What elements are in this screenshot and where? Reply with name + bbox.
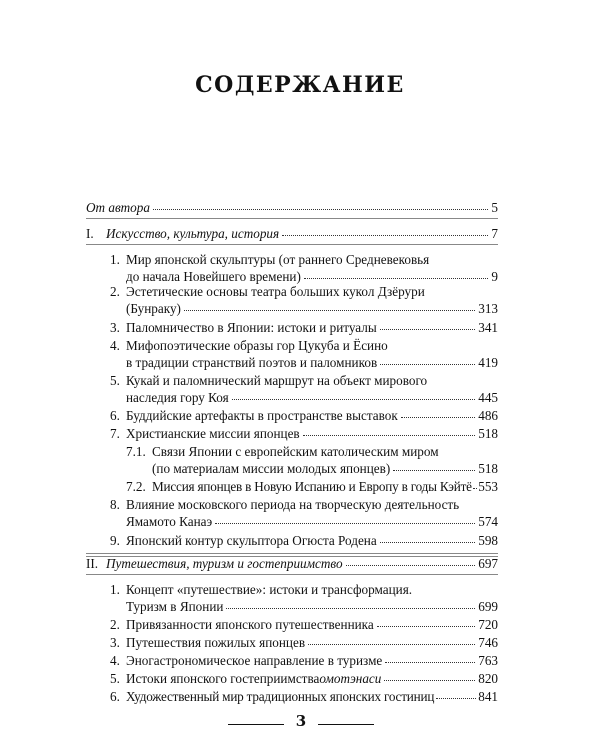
toc-entry-ii-3[interactable] bbox=[110, 635, 498, 651]
toc-section-1[interactable] bbox=[86, 226, 498, 242]
toc-page-number: 697 bbox=[478, 556, 498, 571]
toc-section-2[interactable] bbox=[86, 556, 498, 572]
toc-entry-ii-1[interactable] bbox=[126, 599, 498, 615]
toc-entry-number: 5. bbox=[110, 671, 120, 686]
toc-entry-text: (Бунраку) bbox=[126, 301, 181, 316]
dot-leader bbox=[303, 425, 476, 436]
toc-entry-text: Художественный мир традиционных японских гостиниц bbox=[126, 689, 435, 704]
toc-entry-number: 2. bbox=[110, 617, 120, 632]
toc-entry-text: Эстетические основы театра больших кукол Дзёрури bbox=[126, 284, 425, 299]
toc-entry-text: Туризм в Японии bbox=[126, 599, 224, 614]
toc-page-number: 5 bbox=[491, 200, 498, 215]
section-divider bbox=[86, 244, 498, 245]
toc-entry-5[interactable] bbox=[126, 390, 498, 406]
section-divider bbox=[86, 553, 498, 554]
toc-entry-6[interactable] bbox=[110, 408, 498, 424]
toc-entry-text: Путешествия пожилых японцев bbox=[126, 635, 306, 650]
toc-page-number: 746 bbox=[478, 635, 498, 650]
toc-section-number: II. bbox=[86, 556, 99, 571]
toc-entry-text: Японский контур скульптора Огюста Родена bbox=[126, 533, 377, 548]
toc-entry-number: 5. bbox=[110, 373, 120, 388]
toc-entry-text: Христианские миссии японцев bbox=[126, 426, 300, 441]
dot-leader bbox=[380, 319, 476, 330]
toc-page-number: 720 bbox=[478, 617, 498, 632]
toc-entry-7[interactable] bbox=[110, 426, 498, 442]
toc-page-number: 9 bbox=[491, 269, 498, 284]
section-divider bbox=[86, 218, 498, 219]
toc-entry-3[interactable] bbox=[110, 320, 498, 336]
toc-entry-number: 2. bbox=[110, 284, 120, 299]
section-divider bbox=[86, 574, 498, 575]
toc-entry-ii-6[interactable] bbox=[110, 689, 498, 705]
toc-entry-number: 3. bbox=[110, 320, 120, 335]
toc-entry-text: Влияние московского периода на творческую деятельность bbox=[126, 497, 460, 512]
toc-page-number: 445 bbox=[478, 390, 498, 405]
dot-leader bbox=[436, 688, 476, 699]
toc-page-number: 518 bbox=[478, 461, 498, 476]
dot-leader bbox=[380, 354, 475, 365]
toc-page-number: 841 bbox=[478, 689, 498, 704]
dot-leader bbox=[473, 478, 477, 489]
toc-page-number: 763 bbox=[478, 653, 498, 668]
toc-entry-text: до начала Новейшего времени) bbox=[126, 269, 301, 284]
dot-leader bbox=[304, 268, 489, 279]
toc-section-number: I. bbox=[86, 226, 94, 241]
dot-leader bbox=[153, 199, 488, 210]
toc-entry-number: 6. bbox=[110, 408, 120, 423]
dot-leader bbox=[385, 652, 475, 663]
page-number: 3 bbox=[295, 712, 307, 730]
toc-entry-number: 4. bbox=[110, 338, 120, 353]
toc-entry-author[interactable] bbox=[86, 200, 498, 216]
toc-entry-text: Миссия японцев в Новую Испанию и Европу в годы Кэйтё bbox=[152, 479, 472, 494]
dot-leader bbox=[377, 616, 475, 627]
toc-entry-text: (по материалам миссии молодых японцев) bbox=[152, 461, 391, 476]
toc-page-number: 518 bbox=[478, 426, 498, 441]
toc-page-number: 574 bbox=[478, 514, 498, 529]
toc-entry-number: 6. bbox=[110, 689, 120, 704]
toc-entry-2[interactable] bbox=[126, 301, 498, 317]
toc-entry-text: Эногастрономическое направление в туризме bbox=[126, 653, 383, 668]
toc-entry-text: Кукай и паломнический маршрут на объект мирового bbox=[126, 373, 428, 388]
dot-leader bbox=[282, 225, 488, 236]
dot-leader bbox=[226, 598, 475, 609]
toc-page-number: 341 bbox=[478, 320, 498, 335]
toc-entry-4[interactable] bbox=[126, 355, 498, 371]
dot-leader bbox=[384, 670, 475, 681]
dot-leader bbox=[215, 513, 475, 524]
toc-page-number: 419 bbox=[478, 355, 498, 370]
toc-page-number: 820 bbox=[478, 671, 498, 686]
toc-entry-text: Мир японской скульптуры (от раннего Средневековья bbox=[126, 252, 430, 267]
toc-entry-number: 7. bbox=[110, 426, 120, 441]
toc-page-number: 598 bbox=[478, 533, 498, 548]
toc-entry-number: 4. bbox=[110, 653, 120, 668]
toc-entry-number: 3. bbox=[110, 635, 120, 650]
toc-entry-text: Ямамото Канаэ bbox=[126, 514, 213, 529]
toc-entry-text: Мифопоэтические образы гор Цукуба и Ёсино bbox=[126, 338, 388, 353]
toc-entry-ii-2[interactable] bbox=[110, 617, 498, 633]
toc-entry-number: 7.2. bbox=[126, 479, 146, 494]
toc-entry-number: 1. bbox=[110, 252, 120, 267]
toc-entry-text: Буддийские артефакты в пространстве выставок bbox=[126, 408, 398, 423]
dot-leader bbox=[401, 407, 475, 418]
footer-rule-left bbox=[228, 724, 284, 725]
toc-entry-ii-5[interactable] bbox=[110, 671, 498, 687]
footer-rule-right bbox=[318, 724, 374, 725]
toc-entry-text: наследия гору Коя bbox=[126, 390, 229, 405]
toc-entry-8[interactable] bbox=[126, 514, 498, 530]
toc-entry-text: Привязанности японского путешественника bbox=[126, 617, 374, 632]
page-title: СОДЕРЖАНИЕ bbox=[195, 72, 405, 98]
toc-entry-number: 9. bbox=[110, 533, 120, 548]
toc-entry-7-1[interactable] bbox=[152, 461, 498, 477]
dot-leader bbox=[232, 389, 476, 400]
toc-entry-number: 8. bbox=[110, 497, 120, 512]
toc-page-number: 7 bbox=[491, 226, 498, 241]
toc-section-title: Искусство, культура, история bbox=[106, 226, 280, 241]
toc-section-title: Путешествия, туризм и гостеприимство bbox=[106, 556, 343, 571]
toc-entry-text: Истоки японского гостеприимства bbox=[126, 671, 320, 686]
toc-entry-text: Концепт «путешествие»: истоки и трансформация. bbox=[126, 582, 413, 597]
dot-leader bbox=[346, 555, 476, 566]
toc-entry-text: в традиции странствий поэтов и паломников bbox=[126, 355, 378, 370]
toc-entry-text: Связи Японии с европейским католическим миром bbox=[152, 444, 439, 459]
toc-entry-7-2[interactable] bbox=[126, 479, 498, 495]
dot-leader bbox=[380, 532, 476, 543]
dot-leader bbox=[308, 634, 475, 645]
toc-entry-italic-term: омотэнаси bbox=[319, 671, 382, 686]
toc-page-number: 553 bbox=[478, 479, 498, 494]
dot-leader bbox=[393, 460, 475, 471]
toc-entry-text: От автора bbox=[86, 200, 150, 215]
toc-entry-9[interactable] bbox=[110, 533, 498, 549]
toc-page-number: 699 bbox=[478, 599, 498, 614]
toc-entry-number: 1. bbox=[110, 582, 120, 597]
toc-page-number: 313 bbox=[478, 301, 498, 316]
toc-entry-1[interactable] bbox=[126, 269, 498, 285]
toc-entry-number: 7.1. bbox=[126, 444, 146, 459]
toc-page-number: 486 bbox=[478, 408, 498, 423]
toc-entry-text: Паломничество в Японии: истоки и ритуалы bbox=[126, 320, 377, 335]
dot-leader bbox=[184, 300, 475, 311]
toc-entry-ii-4[interactable] bbox=[110, 653, 498, 669]
